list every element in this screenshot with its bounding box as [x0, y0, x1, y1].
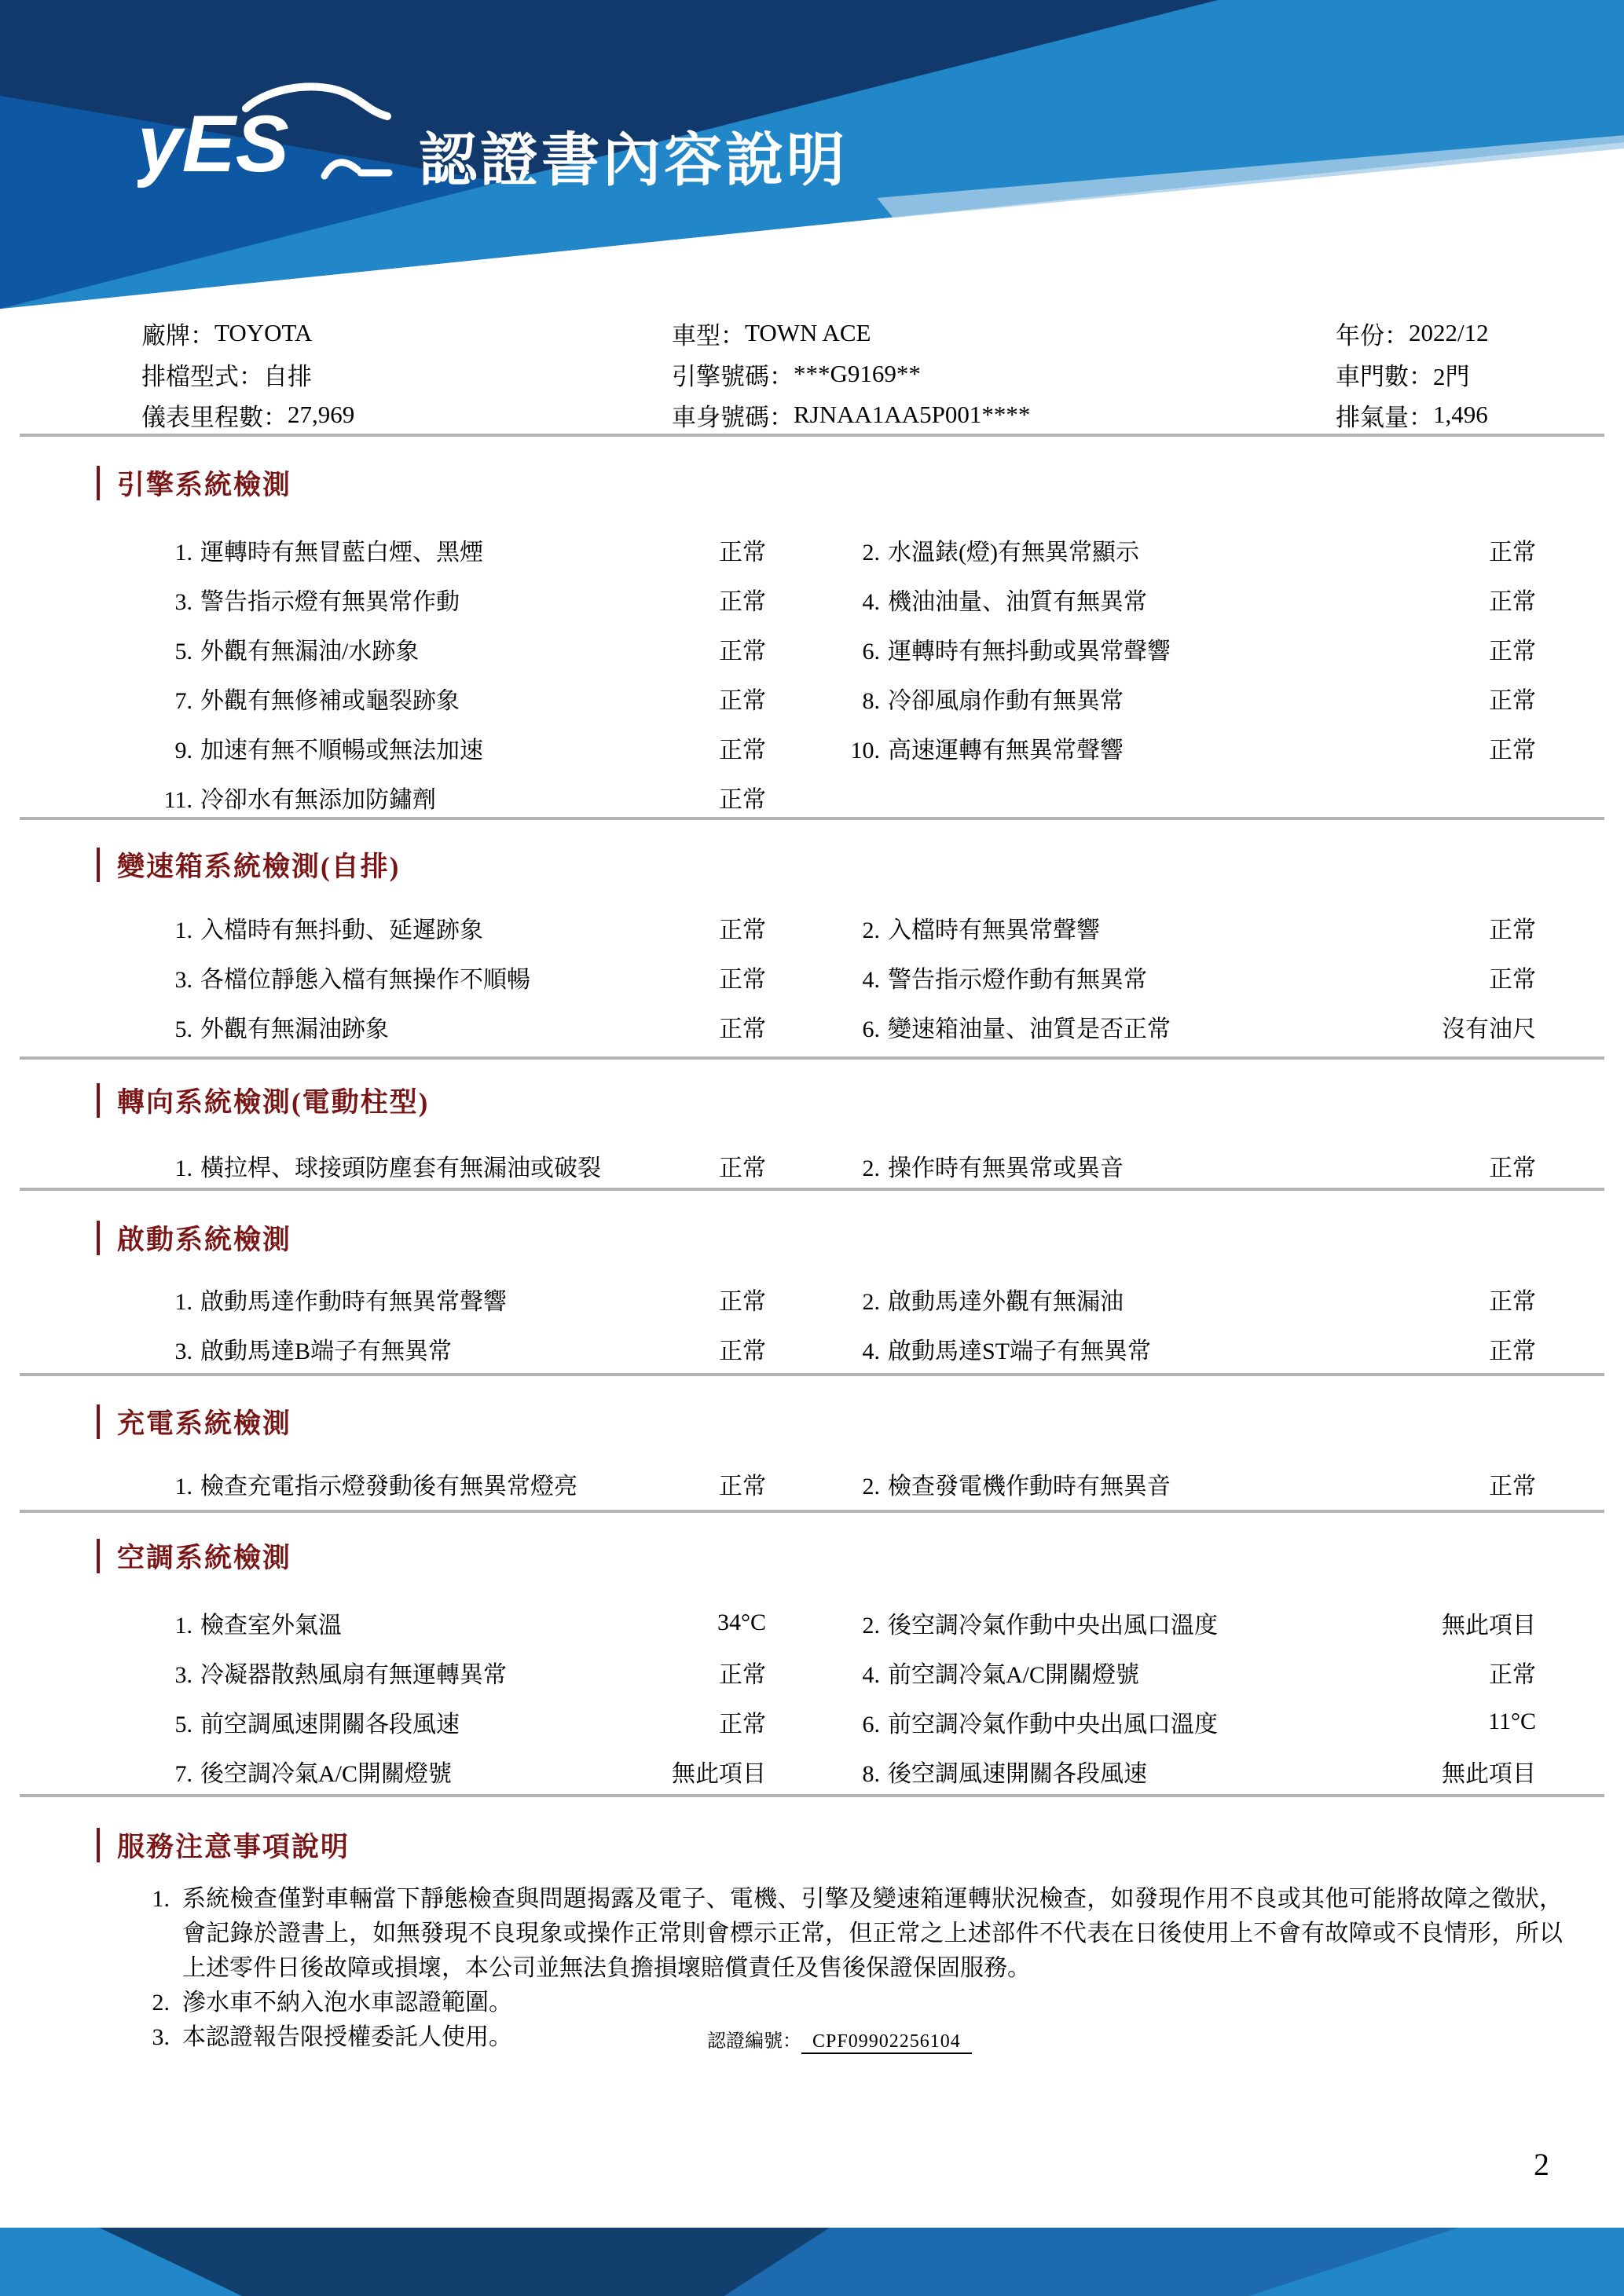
item-text: 啟動馬達外觀有無漏油 [888, 1288, 1124, 1315]
item-result: 正常 [719, 539, 766, 566]
item-right [841, 1467, 1332, 1501]
item-number: 6. [862, 1711, 880, 1738]
item-result: 正常 [1489, 1473, 1536, 1500]
note-text: 本認證報告限授權委託人使用。 [182, 2024, 512, 2050]
item-result: 無此項目 [1442, 1760, 1536, 1787]
transmission-items [0, 903, 1624, 1051]
item-right [841, 960, 1332, 994]
info-label: 廠牌： [141, 321, 214, 350]
item-number: 2. [862, 1155, 880, 1181]
title-accent-bar [97, 1404, 100, 1439]
section-title-text: 變速箱系統檢測(自排) [117, 851, 401, 882]
item-text: 後空調風速開關各段風速 [888, 1760, 1147, 1787]
item-text: 機油油量、油質有無異常 [888, 588, 1147, 615]
item-result: 正常 [719, 966, 766, 993]
item-right [841, 1331, 1332, 1366]
item-right [841, 1705, 1332, 1739]
section-title-text: 服務注意事項說明 [117, 1832, 350, 1862]
item-result: 正常 [719, 588, 766, 615]
item-number: 1. [174, 539, 192, 566]
item-result: 正常 [719, 1016, 766, 1042]
item-right [841, 731, 1332, 765]
item-text: 高速運轉有無異常聲響 [888, 737, 1124, 764]
info-value: 自排 [263, 362, 312, 390]
item-result: 正常 [719, 687, 766, 714]
item-text: 前空調冷氣作動中央出風口溫度 [888, 1711, 1218, 1738]
item-text: 警告指示燈作動有無異常 [888, 966, 1147, 993]
starter-items [0, 1274, 1624, 1373]
info-label: 儀表里程數： [141, 403, 288, 431]
section-divider [20, 1794, 1604, 1797]
item-left [153, 1754, 581, 1789]
item-text: 操作時有無異常或異音 [888, 1155, 1124, 1181]
item-result: 正常 [719, 1155, 766, 1181]
item-text: 外觀有無修補或龜裂跡象 [200, 687, 460, 714]
item-text: 檢查發電機作動時有無異音 [888, 1473, 1171, 1500]
item-text: 後空調冷氣A/C開關燈號 [200, 1760, 453, 1787]
section-title-notes [97, 1827, 350, 1863]
item-result: 正常 [719, 786, 766, 813]
section-title-text: 充電系統檢測 [117, 1408, 292, 1439]
section-title-charging [97, 1404, 291, 1440]
item-result: 正常 [719, 737, 766, 764]
item-left [153, 533, 581, 567]
item-text: 外觀有無漏油/水跡象 [200, 638, 420, 665]
info-displacement [1336, 394, 1624, 435]
item-result: 正常 [719, 1288, 766, 1315]
title-accent-bar [97, 848, 100, 882]
inspection-row [0, 903, 1624, 952]
item-text: 檢查室外氣溫 [200, 1612, 342, 1639]
item-left [153, 1606, 581, 1640]
item-result: 正常 [719, 638, 766, 665]
item-result: 無此項目 [1442, 1612, 1536, 1639]
item-left [153, 1655, 581, 1690]
item-left [153, 1705, 581, 1739]
item-number: 5. [174, 638, 192, 665]
item-number: 7. [174, 1760, 192, 1787]
item-text: 警告指示燈有無異常作動 [200, 588, 460, 615]
item-left [153, 1148, 601, 1183]
item-left [153, 780, 581, 815]
info-engine-no [672, 353, 1336, 394]
item-number: 6. [862, 1016, 880, 1042]
info-transmission [141, 353, 672, 394]
info-label: 車型： [672, 321, 745, 350]
item-number: 2. [862, 1288, 880, 1315]
item-right [841, 1282, 1332, 1316]
inspection-row [0, 1598, 1624, 1647]
item-text: 後空調冷氣作動中央出風口溫度 [888, 1612, 1218, 1639]
item-number: 1. [174, 1288, 192, 1315]
certificate-number-value: CPF09902256104 [801, 2031, 972, 2054]
item-number: 7. [174, 687, 192, 714]
aircon-items [0, 1598, 1624, 1796]
section-divider [20, 1510, 1604, 1513]
item-result: 正常 [719, 1338, 766, 1364]
page-number: 2 [1534, 2147, 1549, 2182]
item-number: 9. [174, 737, 192, 764]
section-title-steering [97, 1082, 429, 1119]
item-result: 11°C [1488, 1708, 1536, 1734]
info-label: 排氣量： [1336, 403, 1433, 431]
title-accent-bar [97, 1083, 100, 1118]
info-value: 2門 [1433, 362, 1470, 390]
item-text: 運轉時有無抖動或異常聲響 [888, 638, 1171, 665]
item-text: 冷卻風扇作動有無異常 [888, 687, 1124, 714]
certificate-number-label: 認證編號： [707, 2031, 801, 2052]
item-right [841, 1606, 1332, 1640]
inspection-row [0, 1141, 1624, 1190]
item-result: 34°C [717, 1609, 766, 1635]
item-number: 1. [174, 1612, 192, 1639]
info-brand [141, 313, 672, 353]
inspection-row [0, 1746, 1624, 1796]
page-footer [0, 2228, 1624, 2296]
note-item [134, 1882, 1563, 1986]
item-result: 正常 [719, 1661, 766, 1688]
inspection-row [0, 1002, 1624, 1051]
item-left [153, 582, 581, 617]
item-number: 3. [174, 1661, 192, 1688]
info-label: 年份： [1336, 321, 1409, 350]
section-title-aircon [97, 1538, 291, 1574]
inspection-row [0, 772, 1624, 822]
item-number: 4. [862, 1661, 880, 1688]
page-title: 認證書內容說明 [419, 127, 848, 192]
info-value: 1,496 [1433, 401, 1488, 428]
item-text: 水溫錶(燈)有無異常顯示 [888, 539, 1139, 566]
info-value: ***G9169** [794, 360, 921, 387]
item-text: 啟動馬達作動時有無異常聲響 [200, 1288, 507, 1315]
item-text: 入檔時有無抖動、延遲跡象 [200, 917, 483, 943]
item-number: 2. [862, 539, 880, 566]
item-number: 5. [174, 1711, 192, 1738]
item-left [153, 681, 581, 716]
item-result: 正常 [1489, 1338, 1536, 1364]
item-number: 2. [862, 1612, 880, 1639]
title-accent-bar [97, 1539, 100, 1573]
item-result: 正常 [719, 917, 766, 943]
item-right [841, 1655, 1332, 1690]
section-divider [20, 1056, 1604, 1060]
item-text: 冷凝器散熱風扇有無運轉異常 [200, 1661, 507, 1688]
page-header [0, 0, 1624, 330]
item-result: 正常 [1489, 1661, 1536, 1688]
item-number: 4. [862, 588, 880, 615]
item-number: 2. [862, 1473, 880, 1500]
item-text: 啟動馬達B端子有無異常 [200, 1338, 453, 1364]
section-title-text: 空調系統檢測 [117, 1543, 292, 1573]
item-right [841, 1754, 1332, 1789]
note-number: 2. [152, 1990, 170, 2016]
item-right [841, 681, 1332, 716]
item-result: 無此項目 [672, 1760, 766, 1787]
item-number: 4. [862, 1338, 880, 1364]
item-number: 10. [850, 737, 880, 764]
item-result: 正常 [1489, 737, 1536, 764]
item-text: 前空調風速開關各段風速 [200, 1711, 460, 1738]
item-result: 正常 [719, 1473, 766, 1500]
vehicle-info-table [0, 313, 1624, 435]
item-left [153, 1009, 581, 1044]
section-divider [20, 817, 1604, 820]
item-number: 8. [862, 1760, 880, 1787]
note-number: 1. [152, 1886, 170, 1912]
section-divider [20, 1373, 1604, 1376]
engine-items [0, 525, 1624, 822]
title-accent-bar [97, 1828, 100, 1862]
header-content [137, 75, 848, 209]
item-result: 沒有油尺 [1442, 1016, 1536, 1042]
item-text: 橫拉桿、球接頭防塵套有無漏油或破裂 [200, 1155, 601, 1181]
certificate-number-line [707, 2025, 972, 2054]
car-wheel-arch-icon [324, 163, 357, 176]
item-left [153, 1331, 581, 1366]
inspection-row [0, 1459, 1624, 1508]
info-label: 排檔型式： [141, 362, 263, 390]
item-number: 5. [174, 1016, 192, 1042]
title-accent-bar [97, 1221, 100, 1255]
item-result: 正常 [1489, 539, 1536, 566]
item-result: 正常 [1489, 1155, 1536, 1181]
item-result: 正常 [1489, 917, 1536, 943]
item-text: 入檔時有無異常聲響 [888, 917, 1100, 943]
item-result: 正常 [1489, 687, 1536, 714]
item-right [841, 910, 1332, 945]
info-value: TOWN ACE [745, 319, 871, 346]
item-number: 2. [862, 917, 880, 943]
info-label: 車身號碼： [672, 403, 794, 431]
item-right [841, 1009, 1332, 1044]
section-title-starter [97, 1220, 291, 1256]
item-text: 外觀有無漏油跡象 [200, 1016, 389, 1042]
inspection-row [0, 525, 1624, 574]
item-number: 3. [174, 1338, 192, 1364]
item-text: 檢查充電指示燈發動後有無異常燈亮 [200, 1473, 577, 1500]
info-value: 2022/12 [1409, 319, 1489, 346]
item-text: 啟動馬達ST端子有無異常 [888, 1338, 1152, 1364]
item-number: 11. [163, 786, 192, 813]
title-accent-bar [97, 466, 100, 500]
section-divider [20, 434, 1604, 437]
charging-items [0, 1459, 1624, 1508]
info-label: 車門數： [1336, 362, 1433, 390]
steering-items [0, 1141, 1624, 1190]
item-text: 加速有無不順暢或無法加速 [200, 737, 483, 764]
item-result: 正常 [1489, 588, 1536, 615]
item-left [153, 910, 581, 945]
section-title-text: 引擎系統檢測 [117, 470, 292, 500]
item-number: 1. [174, 1155, 192, 1181]
item-text: 各檔位靜態入檔有無操作不順暢 [200, 966, 530, 993]
inspection-row [0, 673, 1624, 723]
inspection-row [0, 624, 1624, 673]
info-label: 引擎號碼： [672, 362, 794, 390]
inspection-row [0, 952, 1624, 1002]
info-mileage [141, 394, 672, 435]
item-left [153, 731, 581, 765]
item-number: 1. [174, 917, 192, 943]
item-text: 運轉時有無冒藍白煙、黑煙 [200, 539, 483, 566]
item-left [153, 1282, 581, 1316]
note-number: 3. [152, 2024, 170, 2050]
item-result: 正常 [1489, 1288, 1536, 1315]
item-right [841, 582, 1332, 617]
item-result: 正常 [1489, 966, 1536, 993]
item-text: 冷卻水有無添加防鏽劑 [200, 786, 436, 813]
info-model [672, 313, 1336, 353]
info-vin [672, 394, 1336, 435]
info-value: RJNAA1AA5P001**** [794, 401, 1031, 428]
info-value: TOYOTA [214, 319, 313, 346]
section-title-text: 啟動系統檢測 [117, 1225, 292, 1255]
item-number: 3. [174, 588, 192, 615]
item-text: 變速箱油量、油質是否正常 [888, 1016, 1171, 1042]
item-number: 6. [862, 638, 880, 665]
item-left [153, 1467, 581, 1501]
item-result: 正常 [1489, 638, 1536, 665]
inspection-row [0, 1274, 1624, 1324]
info-year [1336, 313, 1624, 353]
inspection-row [0, 723, 1624, 772]
item-result: 正常 [719, 1711, 766, 1738]
yes-car-logo-icon [137, 75, 397, 209]
note-text: 系統檢查僅對車輛當下靜態檢查與問題揭露及電子、電機、引擎及變速箱運轉狀況檢查，如發現作用不良或其他可能將故障之徵狀，會記錄於證書上，如無發現不良現象或操作正常則會標示正常，但正常之上述部件不代表在日後使用上不會有故障或不良情形，所以上述零件日後故障或損壞，本公司並無法負擔損壞賠償責任及售後保證保固服務。 [182, 1886, 1563, 1981]
item-number: 1. [174, 1473, 192, 1500]
inspection-row [0, 574, 1624, 624]
inspection-row [0, 1647, 1624, 1697]
item-right [841, 533, 1332, 567]
item-left [153, 632, 581, 666]
item-number: 8. [862, 687, 880, 714]
item-text: 前空調冷氣A/C開關燈號 [888, 1661, 1140, 1688]
section-divider [20, 1188, 1604, 1191]
item-right [841, 1148, 1332, 1183]
section-title-engine [97, 465, 291, 501]
item-number: 3. [174, 966, 192, 993]
section-title-text: 轉向系統檢測(電動柱型) [117, 1087, 430, 1118]
section-title-transmission [97, 847, 400, 883]
yes-logo-text: yES [137, 99, 289, 189]
inspection-row [0, 1324, 1624, 1373]
info-doors [1336, 353, 1624, 394]
info-value: 27,969 [288, 401, 355, 428]
item-left [153, 960, 581, 994]
note-text: 滲水車不納入泡水車認證範圍。 [182, 1990, 512, 2016]
note-item [134, 1986, 1563, 2020]
inspection-row [0, 1697, 1624, 1746]
item-right [841, 632, 1332, 666]
item-number: 4. [862, 966, 880, 993]
